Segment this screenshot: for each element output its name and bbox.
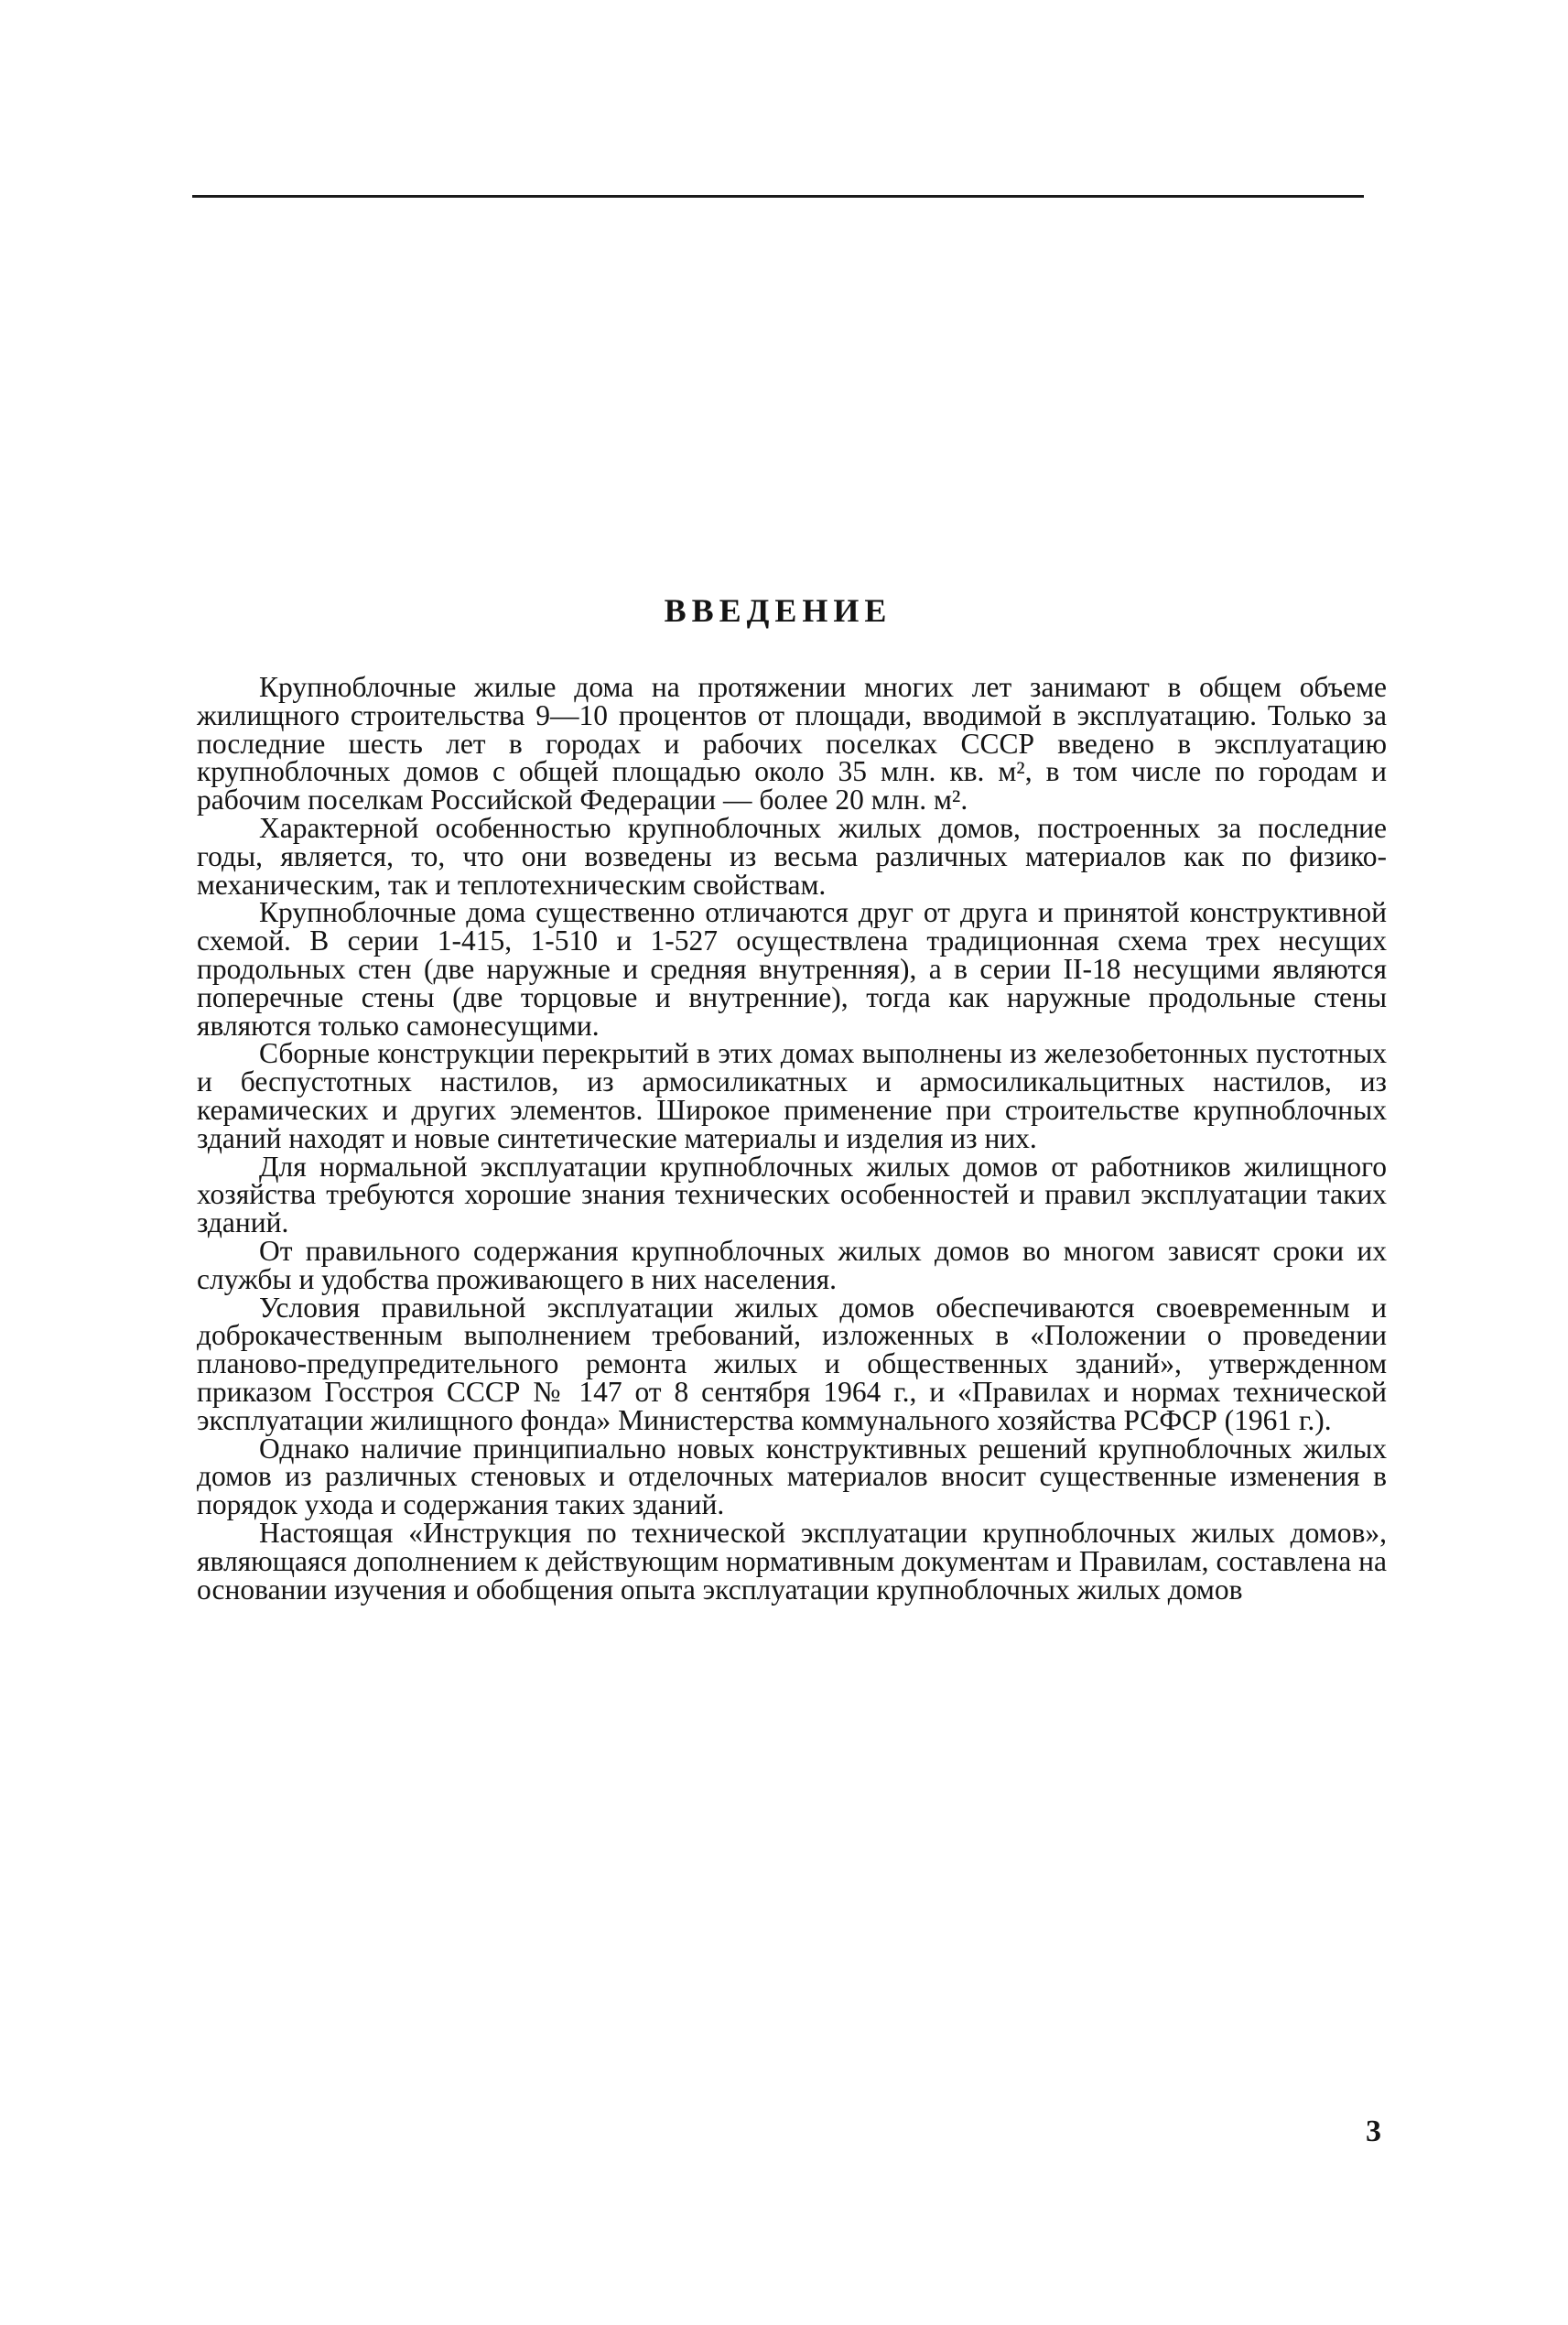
paragraph: Сборные конструкции перекрытий в этих домах выполнены из железобетонных пустотных и беспустотных настилов, из армосиликатных и армосиликальцитных настилов, из керамических и других элементов. Широкое применение при строительстве крупноблочных зданий находят и новые синтетические материалы и изделия из них. (197, 1037, 1387, 1154)
paragraph: Крупноблочные жилые дома на протяжении многих лет занимают в общем объеме жилищного строительства 9—10 процентов от площади, вводимой в эксплуатацию. Только за последние шесть лет в городах и рабочих поселках СССР введено в эксплуатацию крупноблочных домов с общей площадью около 35 млн. кв. м², в том числе по городам и рабочим поселкам Российской Федерации — более 20 млн. м². (197, 671, 1387, 816)
paragraph: Настоящая «Инструкция по технической эксплуатации крупноблочных жилых домов», являющаяся дополнением к действующим нормативным документам и Правилам, составлена на основании изучения и обобщения опыта эксплуатации крупноблочных жилых домов (197, 1516, 1387, 1606)
page-number: 3 (1366, 2114, 1381, 2148)
paragraph: Однако наличие принципиально новых конструктивных решений крупноблочных жилых домов из различных стеновых и отделочных материалов вносит существенные изменения в порядок ухода и содержания таких зданий. (197, 1432, 1387, 1521)
paragraph: Условия правильной эксплуатации жилых домов обеспечиваются своевременным и доброкачественным выполнением требований, изложенных в «Положении о проведении планово-предупредительного ремонта жилых и общественных зданий», утвержденном приказом Госстроя СССР № 147 от 8 сентября 1964 г., и «Правилах и нормах технической эксплуатации жилищного фонда» Министерства коммунального хозяйства РСФСР (1961 г.). (197, 1291, 1387, 1436)
body-text (197, 671, 1387, 1606)
header-rule (192, 195, 1364, 198)
paragraph: От правильного содержания крупноблочных жилых домов во многом зависят сроки их службы и удобства проживающего в них населения. (197, 1234, 1387, 1295)
paragraph: Для нормальной эксплуатации крупноблочных жилых домов от работников жилищного хозяйства требуются хорошие знания технических особенностей и правил эксплуатации таких зданий. (197, 1150, 1387, 1239)
paragraph: Крупноблочные дома существенно отличаются друг от друга и принятой конструктивной схемой. В серии 1-415, 1-510 и 1-527 осуществлена традиционная схема трех несущих продольных стен (две наружные и средняя внутренняя), а в серии II-18 несущими являются поперечные стены (две торцовые и внутренние), тогда как наружные продольные стены являются только самонесущими. (197, 896, 1387, 1042)
section-heading: ВВЕДЕНИЕ (664, 592, 892, 629)
paragraph: Характерной особенностью крупноблочных жилых домов, построенных за последние годы, является, то, что они возведены из весьма различных материалов как по физико-механическим, так и теплотехническим свойствам. (197, 811, 1387, 901)
